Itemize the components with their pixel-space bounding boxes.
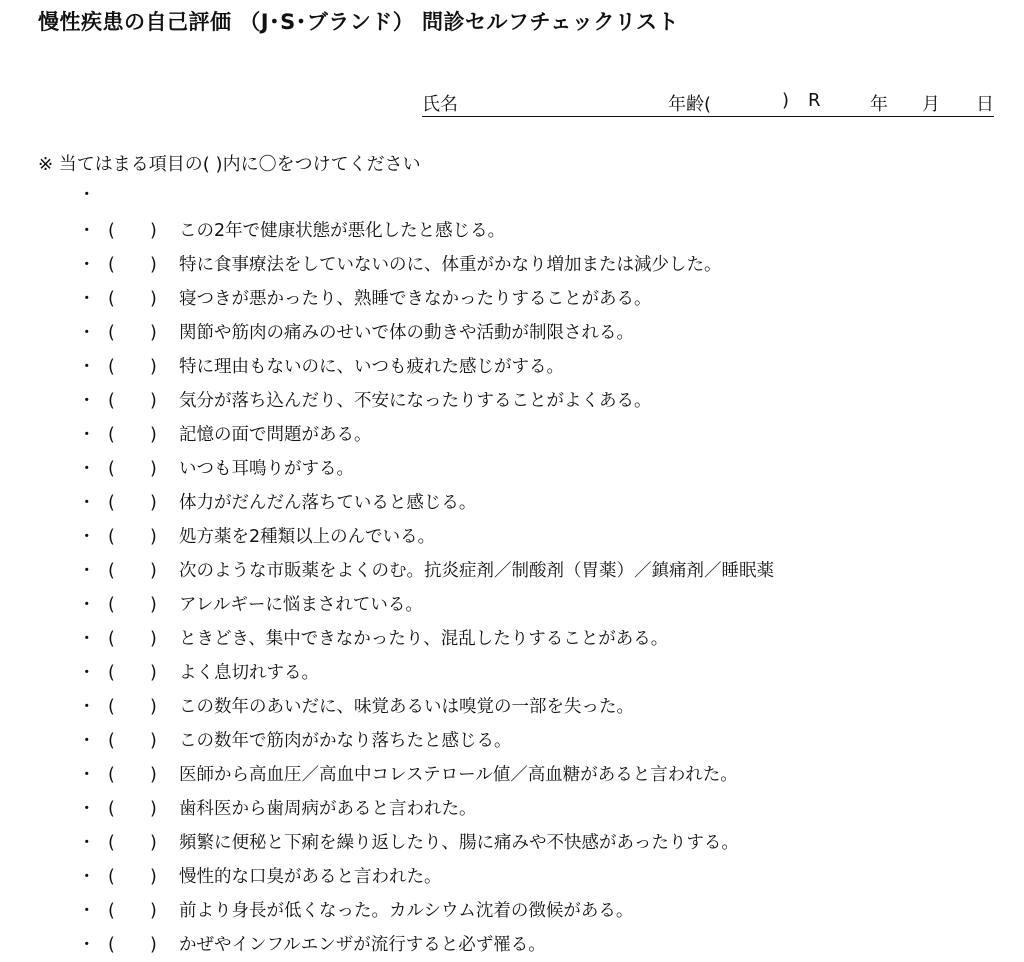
bullet-mark: ・ xyxy=(78,833,96,853)
item-text: よく息切れする。 xyxy=(179,663,319,683)
open-paren: ( xyxy=(108,799,115,819)
open-paren: ( xyxy=(108,561,115,581)
bullet-mark: ・ xyxy=(78,357,96,377)
close-paren: ) xyxy=(150,867,157,887)
item-text: 頻繁に便秘と下痢を繰り返したり、腸に痛みや不快感があったりする。 xyxy=(179,833,739,853)
item-text: いつも耳鳴りがする。 xyxy=(179,459,354,479)
close-paren: ) xyxy=(150,323,157,343)
open-paren: ( xyxy=(108,629,115,649)
bullet-mark: ・ xyxy=(78,561,96,581)
open-paren: ( xyxy=(108,663,115,683)
item-text: 体力がだんだん落ちていると感じる。 xyxy=(179,493,477,513)
bullet-mark: ・ xyxy=(78,391,96,411)
age-close-paren: ) xyxy=(782,90,790,111)
open-paren: ( xyxy=(108,289,115,309)
open-paren: ( xyxy=(108,833,115,853)
close-paren: ) xyxy=(150,595,157,615)
bullet-mark: ・ xyxy=(78,867,96,887)
close-paren: ) xyxy=(150,391,157,411)
bullet-mark: ・ xyxy=(78,595,96,615)
instruction-text: ※ 当てはまる項目の( )内に〇をつけてください xyxy=(38,154,421,175)
close-paren: ) xyxy=(150,357,157,377)
item-text: 前より身長が低くなった。カルシウム沈着の徴候がある。 xyxy=(179,901,634,921)
item-text: アレルギーに悩まされている。 xyxy=(179,595,423,615)
close-paren: ) xyxy=(150,663,157,683)
bullet-mark: ・ xyxy=(78,255,96,275)
item-text: 寝つきが悪かったり、熟睡できなかったりすることがある。 xyxy=(179,289,652,309)
item-text: 特に食事療法をしていないのに、体重がかなり増加または減少した。 xyxy=(179,255,722,275)
page-title: 慢性疾患の自己評価 （J･S･ブランド） 問診セルフチェックリスト xyxy=(38,10,680,34)
era-label: R xyxy=(808,90,821,111)
item-text: ときどき、集中できなかったり、混乱したりすることがある。 xyxy=(179,629,669,649)
bullet-mark: ・ xyxy=(78,629,96,649)
close-paren: ) xyxy=(150,629,157,649)
bullet-mark: ・ xyxy=(78,221,96,241)
close-paren: ) xyxy=(150,731,157,751)
item-text: 特に理由もないのに、いつも疲れた感じがする。 xyxy=(179,357,564,377)
year-label: 年 xyxy=(870,94,888,115)
close-paren: ) xyxy=(150,833,157,853)
bullet-mark: ・ xyxy=(78,323,96,343)
open-paren: ( xyxy=(108,493,115,513)
name-label: 氏名 xyxy=(422,94,458,115)
day-label: 日 xyxy=(976,94,994,115)
item-text: この数年のあいだに、味覚あるいは嗅覚の一部を失った。 xyxy=(179,697,634,717)
bullet-mark: ・ xyxy=(78,935,96,955)
bullet-mark: ・ xyxy=(78,731,96,751)
patient-info-line xyxy=(422,90,994,117)
item-text: 気分が落ち込んだり、不安になったりすることがよくある。 xyxy=(179,391,652,411)
open-paren: ( xyxy=(108,357,115,377)
item-text: この数年で筋肉がかなり落ちたと感じる。 xyxy=(179,731,512,751)
open-paren: ( xyxy=(108,867,115,887)
item-text: 関節や筋肉の痛みのせいで体の動きや活動が制限される。 xyxy=(179,323,634,343)
bullet-mark: ・ xyxy=(78,765,96,785)
bullet-mark: ・ xyxy=(78,185,96,205)
bullet-mark: ・ xyxy=(78,493,96,513)
item-text: 歯科医から歯周病があると言われた。 xyxy=(179,799,477,819)
close-paren: ) xyxy=(150,493,157,513)
open-paren: ( xyxy=(108,901,115,921)
item-text: 医師から高血圧／高血中コレステロール値／高血糖があると言われた。 xyxy=(179,765,738,785)
bullet-mark: ・ xyxy=(78,799,96,819)
item-text: この2年で健康状態が悪化したと感じる。 xyxy=(179,221,506,241)
open-paren: ( xyxy=(108,527,115,547)
close-paren: ) xyxy=(150,901,157,921)
close-paren: ) xyxy=(150,697,157,717)
close-paren: ) xyxy=(150,425,157,445)
item-text: かぜやインフルエンザが流行すると必ず罹る。 xyxy=(179,935,546,955)
item-text: 処方薬を2種類以上のんでいる。 xyxy=(179,527,436,547)
open-paren: ( xyxy=(108,425,115,445)
bullet-mark: ・ xyxy=(78,697,96,717)
bullet-mark: ・ xyxy=(78,663,96,683)
item-text: 次のような市販薬をよくのむ。抗炎症剤／制酸剤（胃薬）／鎮痛剤／睡眠薬 xyxy=(179,561,774,581)
age-label: 年齢( xyxy=(668,94,712,115)
close-paren: ) xyxy=(150,221,157,241)
open-paren: ( xyxy=(108,221,115,241)
bullet-mark: ・ xyxy=(78,425,96,445)
open-paren: ( xyxy=(108,935,115,955)
close-paren: ) xyxy=(150,799,157,819)
item-text: 慢性的な口臭があると言われた。 xyxy=(179,867,442,887)
open-paren: ( xyxy=(108,255,115,275)
open-paren: ( xyxy=(108,765,115,785)
close-paren: ) xyxy=(150,527,157,547)
bullet-mark: ・ xyxy=(78,459,96,479)
open-paren: ( xyxy=(108,697,115,717)
close-paren: ) xyxy=(150,765,157,785)
close-paren: ) xyxy=(150,459,157,479)
close-paren: ) xyxy=(150,255,157,275)
open-paren: ( xyxy=(108,595,115,615)
close-paren: ) xyxy=(150,289,157,309)
open-paren: ( xyxy=(108,323,115,343)
close-paren: ) xyxy=(150,935,157,955)
open-paren: ( xyxy=(108,459,115,479)
month-label: 月 xyxy=(922,94,940,115)
close-paren: ) xyxy=(150,561,157,581)
bullet-mark: ・ xyxy=(78,901,96,921)
open-paren: ( xyxy=(108,391,115,411)
bullet-mark: ・ xyxy=(78,527,96,547)
open-paren: ( xyxy=(108,731,115,751)
bullet-mark: ・ xyxy=(78,289,96,309)
item-text: 記憶の面で問題がある。 xyxy=(179,425,372,445)
